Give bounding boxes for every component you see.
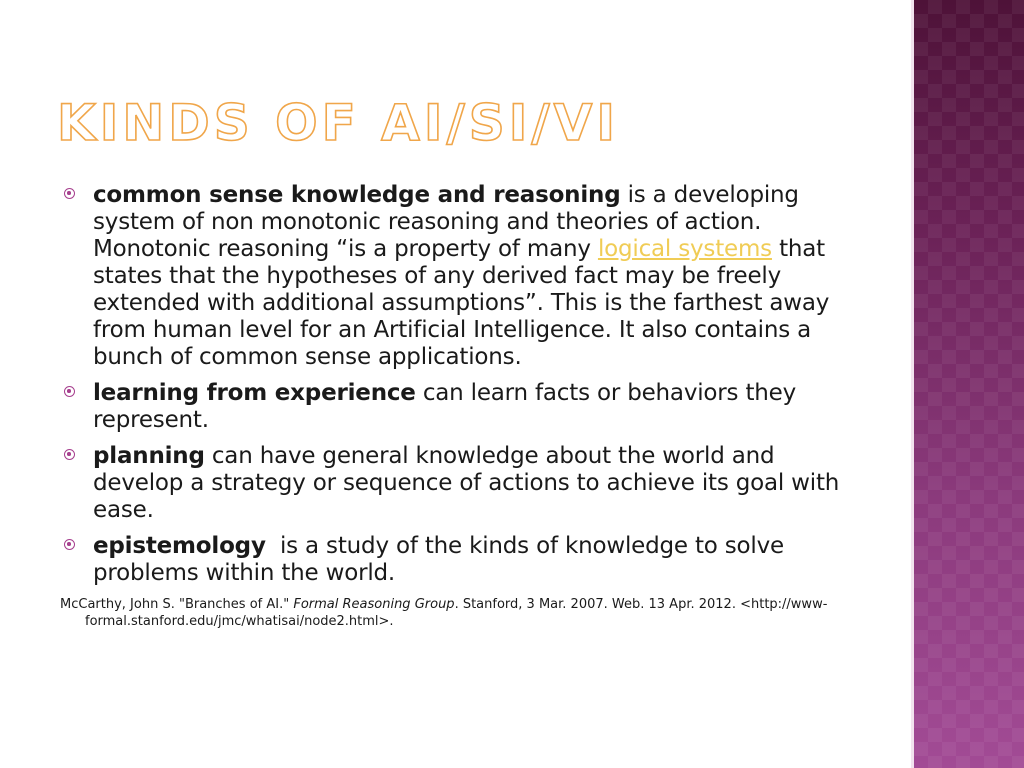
logical-systems-link[interactable]: logical systems — [597, 236, 772, 262]
circle-dot-bullet-icon — [64, 386, 75, 397]
circle-dot-bullet-icon — [64, 449, 75, 460]
bullet-term: epistemology — [93, 533, 266, 559]
bullet-item-planning — [60, 443, 860, 524]
bullet-item-common-sense — [60, 182, 860, 371]
decorative-side-band — [911, 0, 1024, 768]
citation-journal: Formal Reasoning Group — [293, 597, 455, 612]
slide-content — [60, 182, 860, 630]
slide-title: KINDS OF AI/SI/VI — [57, 94, 619, 152]
bullet-text-continued: that states that the hypotheses of any derived fact may be freely extended with additional assumptions”. This is the farthest away from human level for an Artificial Intelligence. It also contains a bunch of common sense applications. — [93, 236, 830, 370]
circle-dot-bullet-icon — [64, 539, 75, 550]
citation-text-after: . Stanford, 3 Mar. 2007. Web. 13 Apr. 2012. <http://www-formal.stanford.edu/jmc/whatisai/node2.html>. — [85, 597, 828, 629]
bullet-text: is a study of the kinds of knowledge to solve problems within the world. — [93, 533, 792, 586]
citation-text: McCarthy, John S. "Branches of AI." — [60, 597, 294, 612]
circle-dot-bullet-icon — [64, 188, 75, 199]
bullet-term: common sense knowledge and reasoning — [93, 182, 621, 208]
bullet-item-epistemology — [60, 533, 860, 587]
bullet-term: learning from experience — [93, 380, 416, 406]
bullet-text: is a developing system of non monotonic reasoning and theories of action. Monotonic reasoning “is a property of many — [93, 182, 799, 262]
bullet-text: can learn facts or behaviors they represent. — [93, 380, 797, 433]
side-band-pattern — [914, 0, 1024, 768]
citation — [60, 596, 860, 630]
bullet-term: planning — [93, 443, 205, 469]
bullet-text: can have general knowledge about the world and develop a strategy or sequence of actions to achieve its goal with ease. — [93, 443, 840, 523]
bullet-item-learning — [60, 380, 860, 434]
